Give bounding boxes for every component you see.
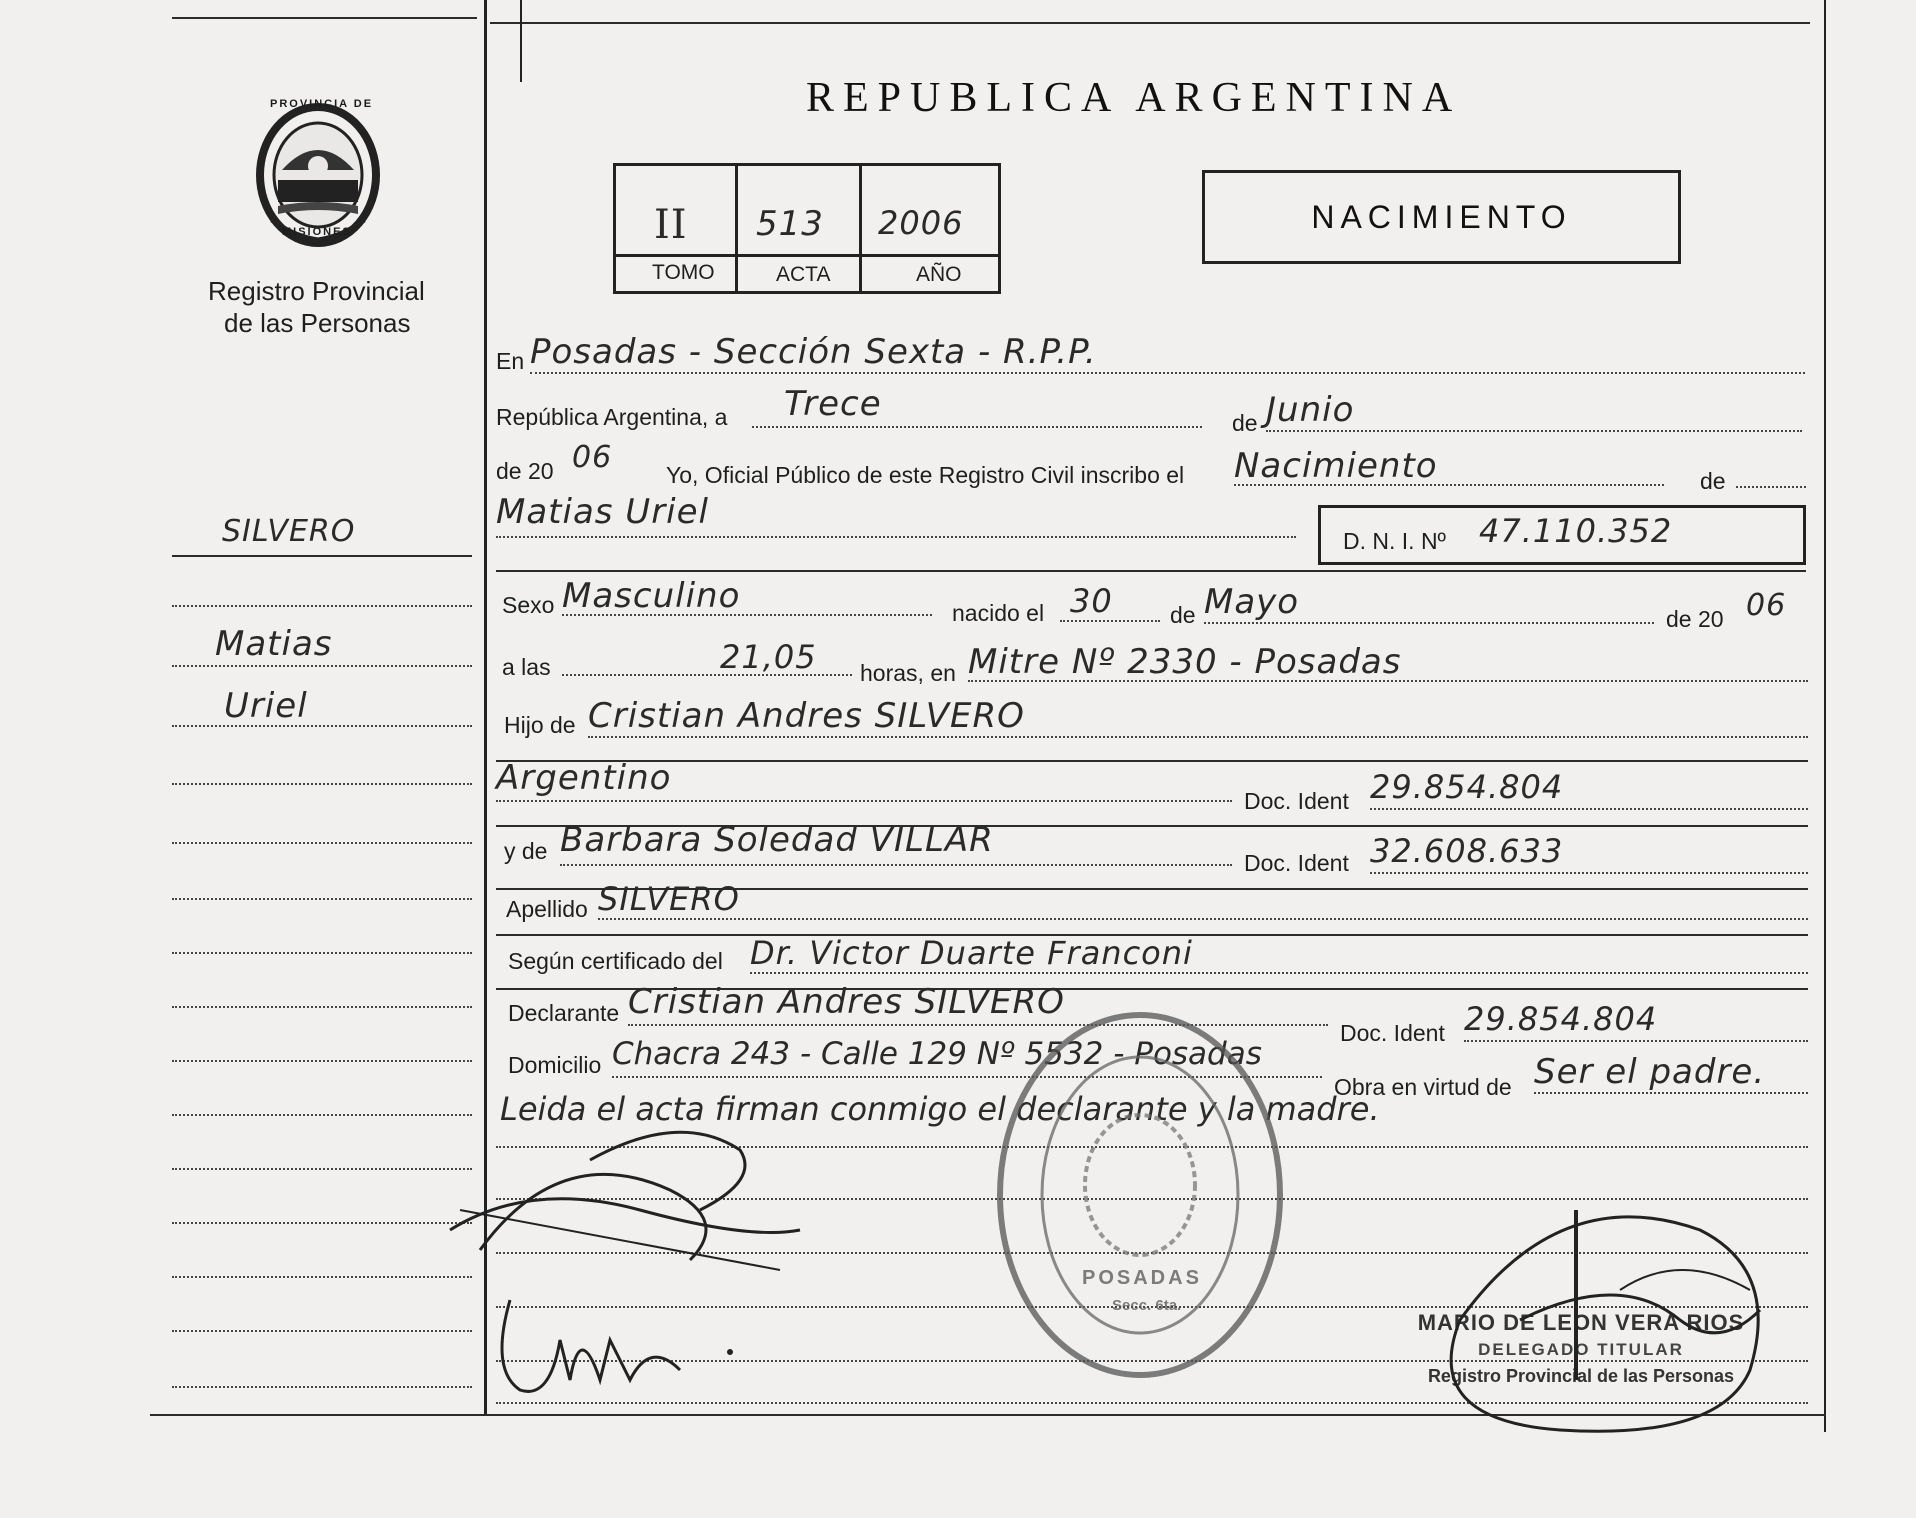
margin-given-name-2: Uriel	[224, 686, 308, 726]
signature-mother	[490, 1280, 750, 1400]
label-declarante: Declarante	[508, 1000, 620, 1026]
label-dni: D. N. I. Nº	[1343, 528, 1446, 554]
label-doc-ident-declarant: Doc. Ident	[1340, 1020, 1445, 1046]
value-dni: 47.110.352	[1479, 512, 1673, 550]
stamp-section: Secc. 6ta.	[1112, 1297, 1182, 1314]
signature-declarant	[440, 1120, 820, 1280]
label-horas-en: horas, en	[860, 660, 956, 686]
anio-value: 2006	[878, 204, 964, 242]
label-segun-certificado: Según certificado del	[508, 948, 723, 974]
label-de-birth-month: de	[1170, 602, 1196, 628]
label-sexo: Sexo	[502, 592, 555, 618]
value-day: Trece	[784, 384, 882, 424]
anio-label: AÑO	[916, 263, 962, 286]
value-year-suffix: 06	[572, 440, 613, 475]
label-a-las: a las	[502, 654, 551, 680]
label-y-de: y de	[504, 838, 548, 864]
value-capacity: Ser el padre.	[1534, 1052, 1766, 1092]
signature-official	[1420, 1170, 1800, 1460]
margin-surname-rule	[172, 555, 472, 557]
dni-box	[1318, 505, 1806, 565]
value-month: Junio	[1266, 390, 1355, 430]
value-birth-time: 21,05	[720, 638, 817, 676]
label-en: En	[496, 348, 525, 374]
margin-given-name-1: Matias	[215, 624, 333, 664]
country-title: REPUBLICA ARGENTINA	[806, 75, 1462, 121]
seal-top-text: PROVINCIA DE	[270, 98, 374, 110]
tomo-label: TOMO	[652, 261, 715, 284]
value-birth-month: Mayo	[1204, 582, 1300, 622]
value-birth-day: 30	[1070, 582, 1113, 620]
value-father-nationality: Argentino	[496, 758, 672, 798]
pen-mark	[520, 0, 522, 82]
value-event: Nacimiento	[1234, 446, 1438, 486]
value-birth-year-suffix: 06	[1746, 588, 1787, 623]
value-declarant-doc: 29.854.804	[1464, 1000, 1658, 1038]
value-declarant: Cristian Andres SILVERO	[628, 982, 1065, 1022]
label-de-child: de	[1700, 468, 1726, 494]
value-certifier: Dr. Victor Duarte Franconi	[750, 934, 1193, 972]
value-place: Posadas - Sección Sexta - R.P.P.	[530, 332, 1097, 372]
acta-label: ACTA	[776, 263, 831, 286]
value-address: Chacra 243 - Calle 129 Nº 5532 - Posadas	[612, 1036, 1262, 1072]
record-number-box	[613, 163, 1001, 294]
official-title: DELEGADO TITULAR	[1478, 1340, 1684, 1359]
doc-type-title: NACIMIENTO	[1311, 199, 1572, 235]
label-doc-ident-father: Doc. Ident	[1244, 788, 1349, 814]
label-yo-oficial: Yo, Oficial Público de este Registro Civil inscribo el	[666, 462, 1185, 488]
label-apellido: Apellido	[506, 896, 588, 922]
label-de-20-birth: de 20	[1666, 606, 1724, 632]
stamp-ring	[990, 1005, 1290, 1385]
seal-bottom-text: MISIONES	[282, 226, 352, 238]
top-rule-right	[490, 22, 1810, 24]
value-father: Cristian Andres SILVERO	[588, 696, 1025, 736]
value-closing: Leida el acta firman conmigo el declarante y la madre.	[500, 1090, 1380, 1128]
label-hijo-de: Hijo de	[504, 712, 576, 738]
value-sex: Masculino	[562, 576, 741, 616]
label-de-month: de	[1232, 410, 1258, 436]
top-rule-left	[172, 17, 477, 19]
value-father-doc: 29.854.804	[1370, 768, 1564, 806]
value-child-name: Matias Uriel	[496, 492, 709, 532]
label-domicilio: Domicilio	[508, 1052, 602, 1078]
tomo-value: II	[654, 202, 688, 248]
value-mother-doc: 32.608.633	[1370, 832, 1564, 870]
stamp-city: POSADAS	[1082, 1267, 1202, 1289]
label-doc-ident-mother: Doc. Ident	[1244, 850, 1349, 876]
right-page-border	[1824, 0, 1826, 1432]
acta-value: 513	[756, 204, 824, 244]
doc-type-box	[1202, 170, 1681, 264]
registry-round-stamp	[990, 1005, 1290, 1385]
value-mother: Barbara Soledad VILLAR	[560, 820, 994, 860]
registry-name-line1: Registro Provincial	[208, 276, 425, 306]
label-de-20: de 20	[496, 458, 554, 484]
official-name: MARIO DE LEON VERA RIOS	[1417, 1310, 1745, 1335]
value-surname: SILVERO	[598, 880, 740, 918]
label-obra-en-virtud: Obra en virtud de	[1334, 1074, 1512, 1100]
value-birth-place: Mitre Nº 2330 - Posadas	[968, 642, 1402, 682]
label-republica-a: República Argentina, a	[496, 404, 728, 430]
official-registry: Registro Provincial de las Personas	[1427, 1366, 1735, 1386]
registry-name-line2: de las Personas	[224, 308, 411, 338]
margin-surname: SILVERO	[222, 514, 356, 549]
label-nacido-el: nacido el	[952, 600, 1045, 626]
